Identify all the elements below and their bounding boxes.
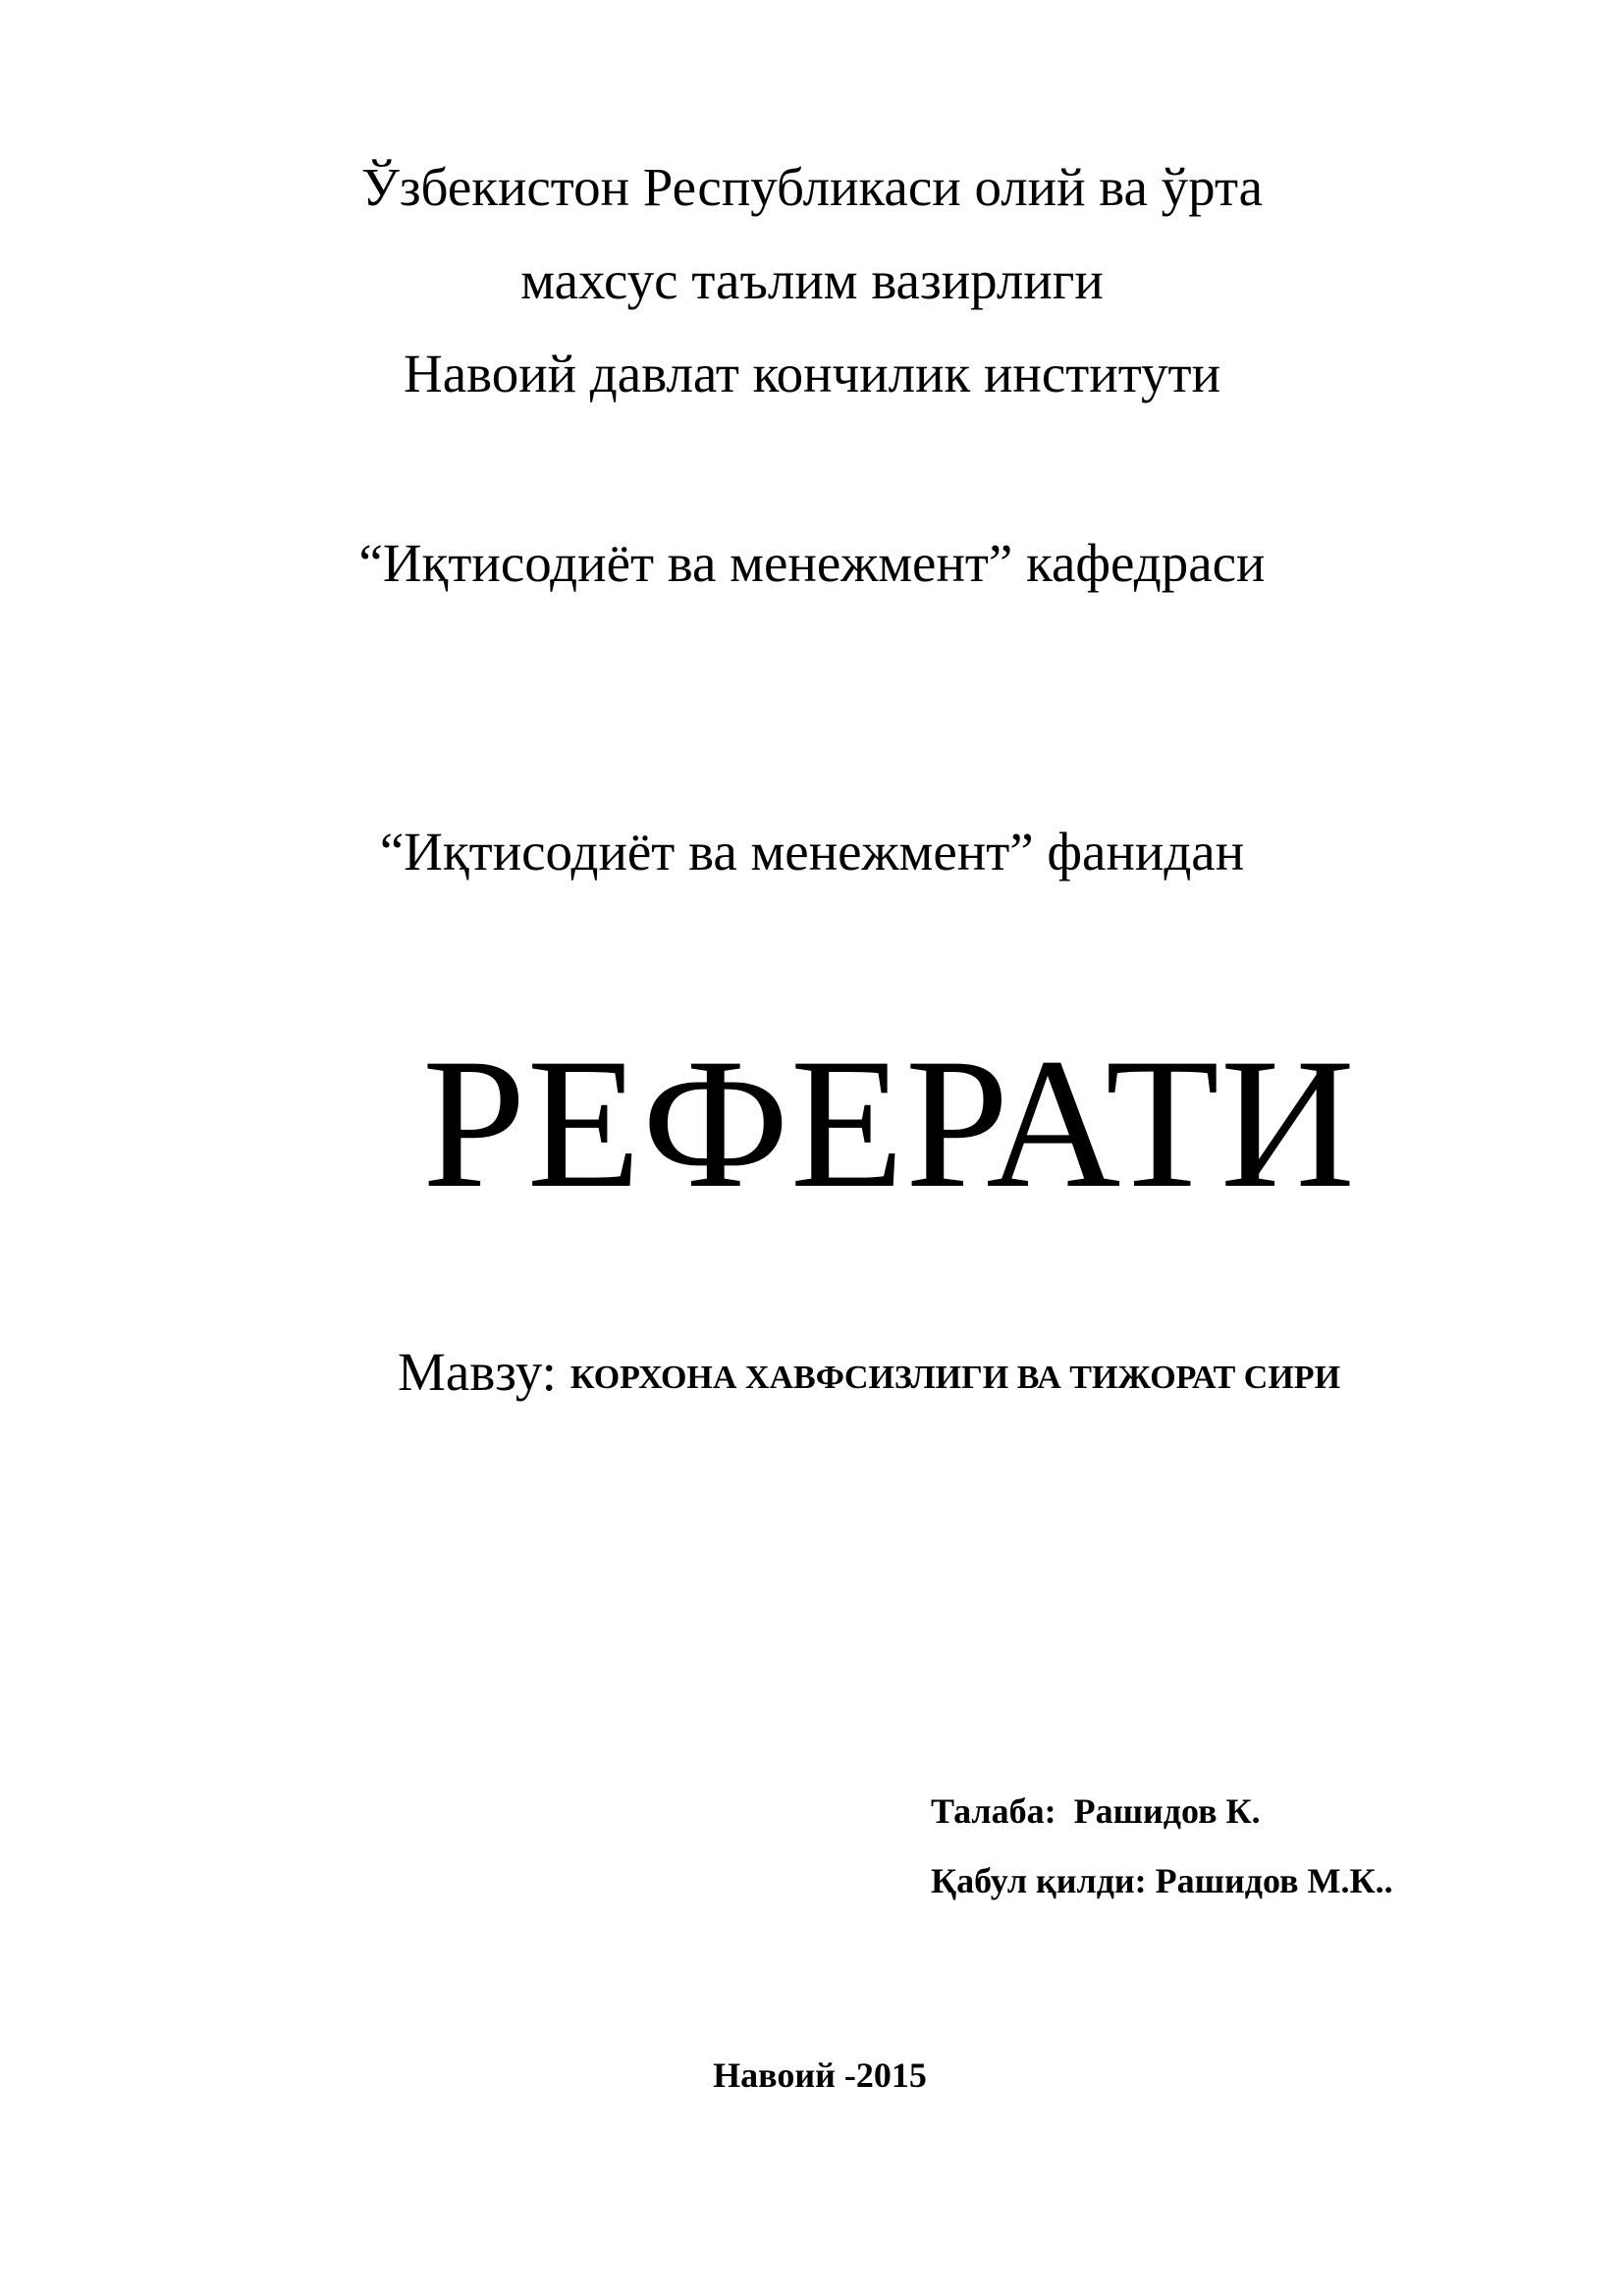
topic-label: Мавзу: — [398, 1342, 557, 1402]
student-line — [931, 1793, 1261, 1829]
accepted-label: Қабул қилди: — [931, 1861, 1147, 1900]
city-year: Навоий -2015 — [713, 2056, 927, 2095]
topic-line — [398, 1342, 1341, 1402]
document-title: РЕФЕРАТИ — [422, 1021, 1357, 1227]
student-label: Талаба: — [931, 1791, 1056, 1831]
topic-value: КОРХОНА ХАВФСИЗЛИГИ ВА ТИЖОРАТ СИРИ — [569, 1360, 1341, 1396]
subject-name: “Иқтисодиёт ва менежмент” фанидан — [379, 822, 1245, 881]
ministry-line-1: Ўзбекистон Республикаси олий ва ўрта — [360, 157, 1264, 217]
student-name: Рашидов К. — [1073, 1791, 1261, 1831]
department-name: “Иқтисодиёт ва менежмент” кафедраси — [358, 533, 1266, 593]
ministry-line-2: махсус таълим вазирлиги — [520, 250, 1104, 310]
institute-name: Навоий давлат кончилик институти — [403, 344, 1221, 403]
accepted-name: Рашидов М.К.. — [1155, 1861, 1393, 1900]
accepted-by-line — [931, 1863, 1393, 1898]
